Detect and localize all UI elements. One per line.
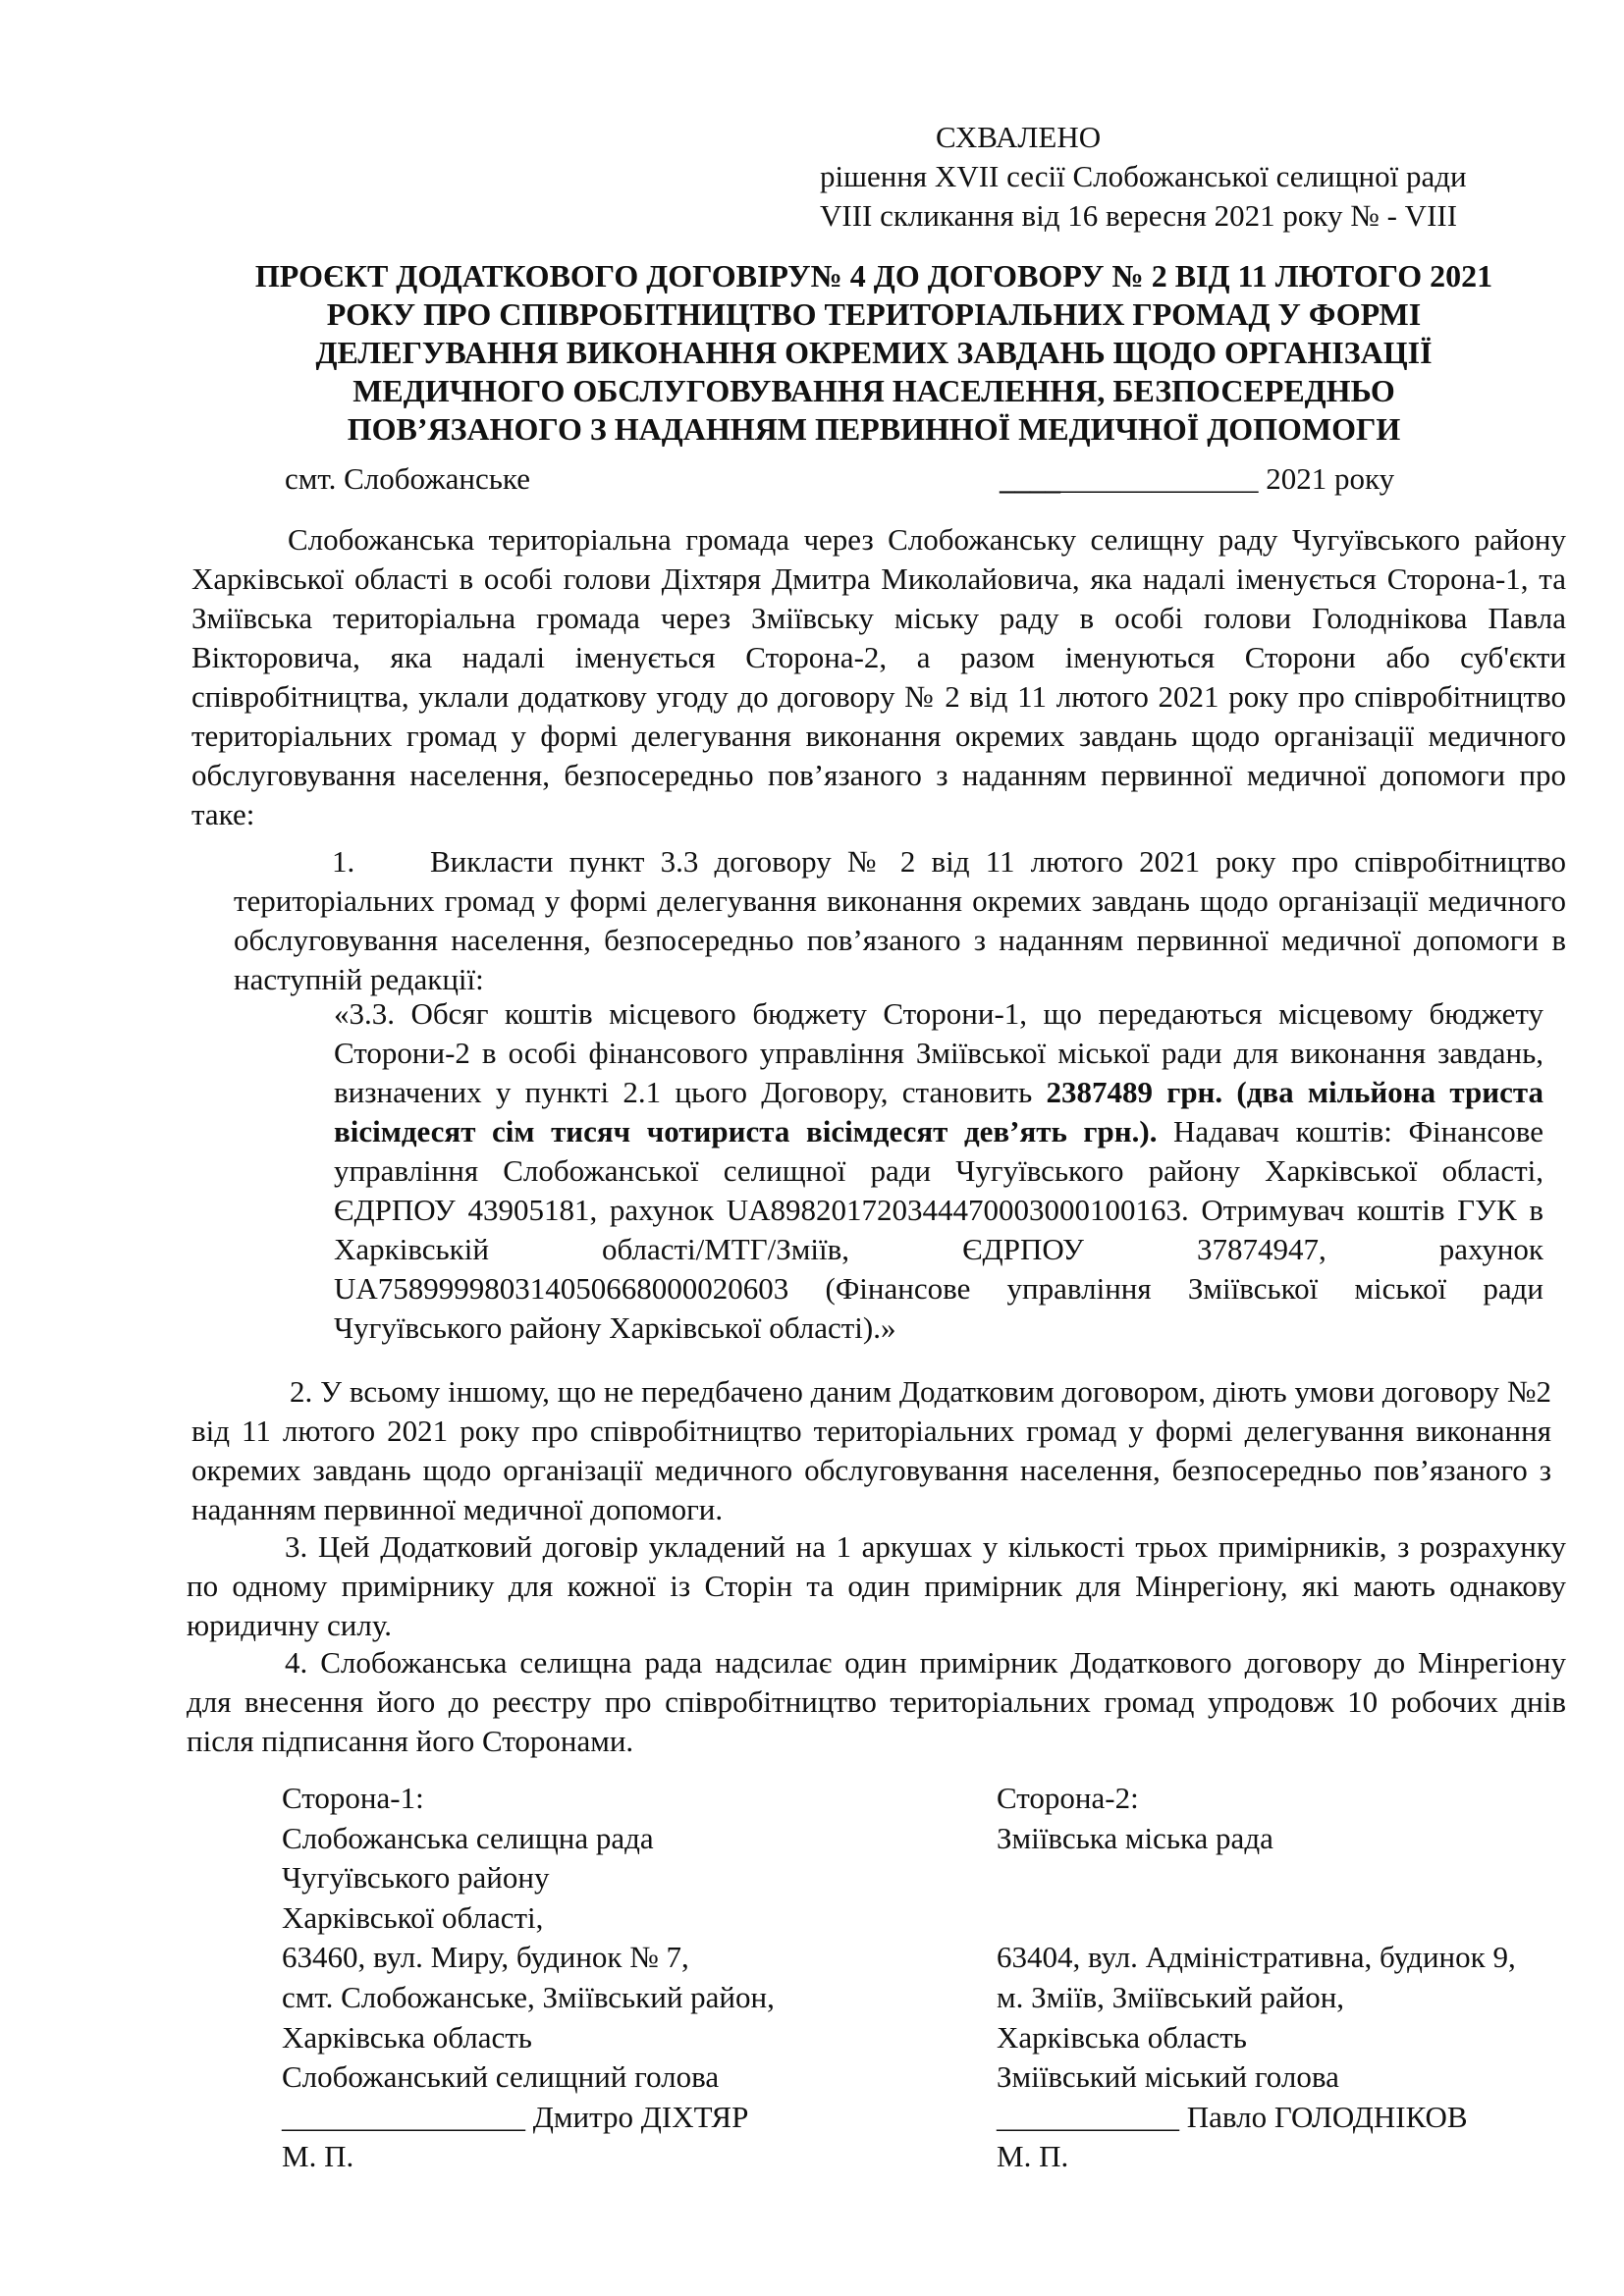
- clause-1: [234, 842, 1566, 999]
- spacer: [997, 1898, 1546, 1939]
- clause-2: 2. У всьому іншому, що не передбачено даним Додатковим договором, діють умови договору №2 від 11 лютого 2021 року про співробітництво територіальних громад у формі делегування виконання окремих завдань щодо організації медичного обслуговування населення, безпосередньо пов’язаного з наданням первинної медичної допомоги.: [191, 1374, 1551, 1526]
- date-blank: ____: [1000, 461, 1060, 496]
- approval-decision-line: рішення XVII сесії Слобожанської селищної ради: [820, 159, 1467, 193]
- organization-district: Чугуївського району: [282, 1860, 550, 1896]
- signatory-position: Слобожанський селищний голова: [282, 2059, 720, 2095]
- title-line: МЕДИЧНОГО ОБСЛУГОВУВАННЯ НАСЕЛЕННЯ, БЕЗПОСЕРЕДНЬО: [352, 373, 1395, 408]
- side-heading: Сторона-1:: [282, 1781, 424, 1815]
- date: [1000, 459, 1394, 499]
- clause-number: 1.: [332, 844, 355, 879]
- signature-line: ________________ Дмитро ДІХТЯР: [282, 2099, 749, 2134]
- quoted-clause-3-3: [334, 994, 1543, 1348]
- title-line: ПОВ’ЯЗАНОГО З НАДАННЯМ ПЕРВИННОЇ МЕДИЧНОЇ ДОПОМОГИ: [347, 411, 1401, 447]
- signature-line: ____________ Павло ГОЛОДНІКОВ: [997, 2099, 1468, 2134]
- address-town: смт. Слобожанське, Зміївський район,: [282, 1979, 775, 2014]
- title-line: ДЕЛЕГУВАННЯ ВИКОНАННЯ ОКРЕМИХ ЗАВДАНЬ ЩОДО ОРГАНІЗАЦІЇ: [315, 335, 1433, 370]
- quote-text-start: «3.3. Обсяг коштів місцевого бюджету Сторони-1, що передаються місцевому бюджету Сторони-2 в особі фінансового управління Зміївської міської ради для виконання завдань, визначених у пункті 2.1 цього Договору, становить: [334, 996, 1543, 1109]
- organization: Зміївська міська рада: [997, 1820, 1273, 1855]
- stamp-place: М. П.: [997, 2139, 1069, 2174]
- signature-block-side-2: [997, 1779, 1546, 2177]
- spacer: [997, 1858, 1546, 1898]
- approval-block: [820, 118, 1566, 236]
- title-line: РОКУ ПРО СПІВРОБІТНИЦТВО ТЕРИТОРІАЛЬНИХ ГРОМАД У ФОРМІ: [326, 296, 1422, 332]
- side-heading: Сторона-2:: [997, 1781, 1139, 1815]
- clause-4: 4. Слобожанська селищна рада надсилає один примірник Додаткового договору до Мінрегіону для внесення його до реєстру про співробітництво територіальних громад упродовж 10 робочих днів після підписання його Сторонами.: [187, 1645, 1566, 1758]
- quote-text-end: Надавач коштів: Фінансове управління Слобожанської селищної ради Чугуївського району Харківської області, ЄДРПОУ 43905181, рахунок UA898201720344470003000100163. Отримувач коштів ГУК в Харківській області/МТГ/Зміїв, ЄДРПОУ 37874947, рахунок UA758999980314050668000020603 (Фінансове управління Зміївської міської ради Чугуївського району Харківської області).»: [334, 1114, 1543, 1345]
- address-town: м. Зміїв, Зміївський район,: [997, 1979, 1345, 2014]
- signatory-position: Зміївський міський голова: [997, 2059, 1339, 2095]
- date-year: 2021 року: [1258, 461, 1395, 496]
- stamp-place: М. П.: [282, 2139, 354, 2174]
- clause-3: 3. Цей Додатковий договір укладений на 1 аркушах у кількості трьох примірників, з розрахунку по одному примірнику для кожної із Сторін та один примірник для Мінрегіону, які мають однакову юридичну силу.: [187, 1529, 1566, 1642]
- document-title: [187, 257, 1561, 449]
- signature-block-side-1: [282, 1779, 832, 2177]
- place: смт. Слобожанське: [285, 461, 530, 496]
- approval-convocation-line: VIII скликання від 16 вересня 2021 року № - VIII: [820, 198, 1458, 233]
- address-region: Харківська область: [997, 2019, 1247, 2055]
- approval-heading: СХВАЛЕНО: [936, 120, 1102, 154]
- intro-paragraph: Слобожанська територіальна громада через Слобожанську селищну раду Чугуївського району Харківської області в особі голови Діхтяря Дмитра Миколайовича, яка надалі іменується Сторона-1, та Зміївська територіальна громада через Зміївську міську раду в особі голови Голоднікова Павла Вікторовича, яка надалі іменується Сторона-2, а разом іменуються Сторони або суб'єкти співробітництва, уклали додаткову угоду до договору № 2 від 11 лютого 2021 року про співробітництво територіальних громад у формі делегування виконання окремих завдань щодо організації медичного обслуговування населення, безпосередньо пов’язаного з наданням первинної медичної допомоги про таке:: [191, 522, 1566, 831]
- address-street: 63460, вул. Миру, будинок № 7,: [282, 1940, 689, 1975]
- organization-region: Харківської області,: [282, 1899, 544, 1935]
- amount: 2387489 грн. (два мільйона триста вісімдесят сім тисяч чотириста вісімдесят дев’ять грн.).: [334, 1075, 1543, 1148]
- address-street: 63404, вул. Адміністративна, будинок 9,: [997, 1940, 1516, 1975]
- title-line: ПРОЄКТ ДОДАТКОВОГО ДОГОВІРУ№ 4 ДО ДОГОВОРУ № 2 ВІД 11 ЛЮТОГО 2021: [254, 258, 1493, 294]
- organization: Слобожанська селищна рада: [282, 1820, 654, 1855]
- place-date-line: [285, 459, 1424, 499]
- date-blank-month: _____________: [1060, 461, 1259, 496]
- clause-text: Викласти пункт 3.3 договору № 2 від 11 лютого 2021 року про співробітництво територіальних громад у формі делегування виконання окремих завдань щодо організації медичного обслуговування населення, безпосередньо пов’язаного з наданням первинної медичної допомоги в наступній редакції:: [234, 844, 1566, 996]
- address-region: Харківська область: [282, 2019, 532, 2055]
